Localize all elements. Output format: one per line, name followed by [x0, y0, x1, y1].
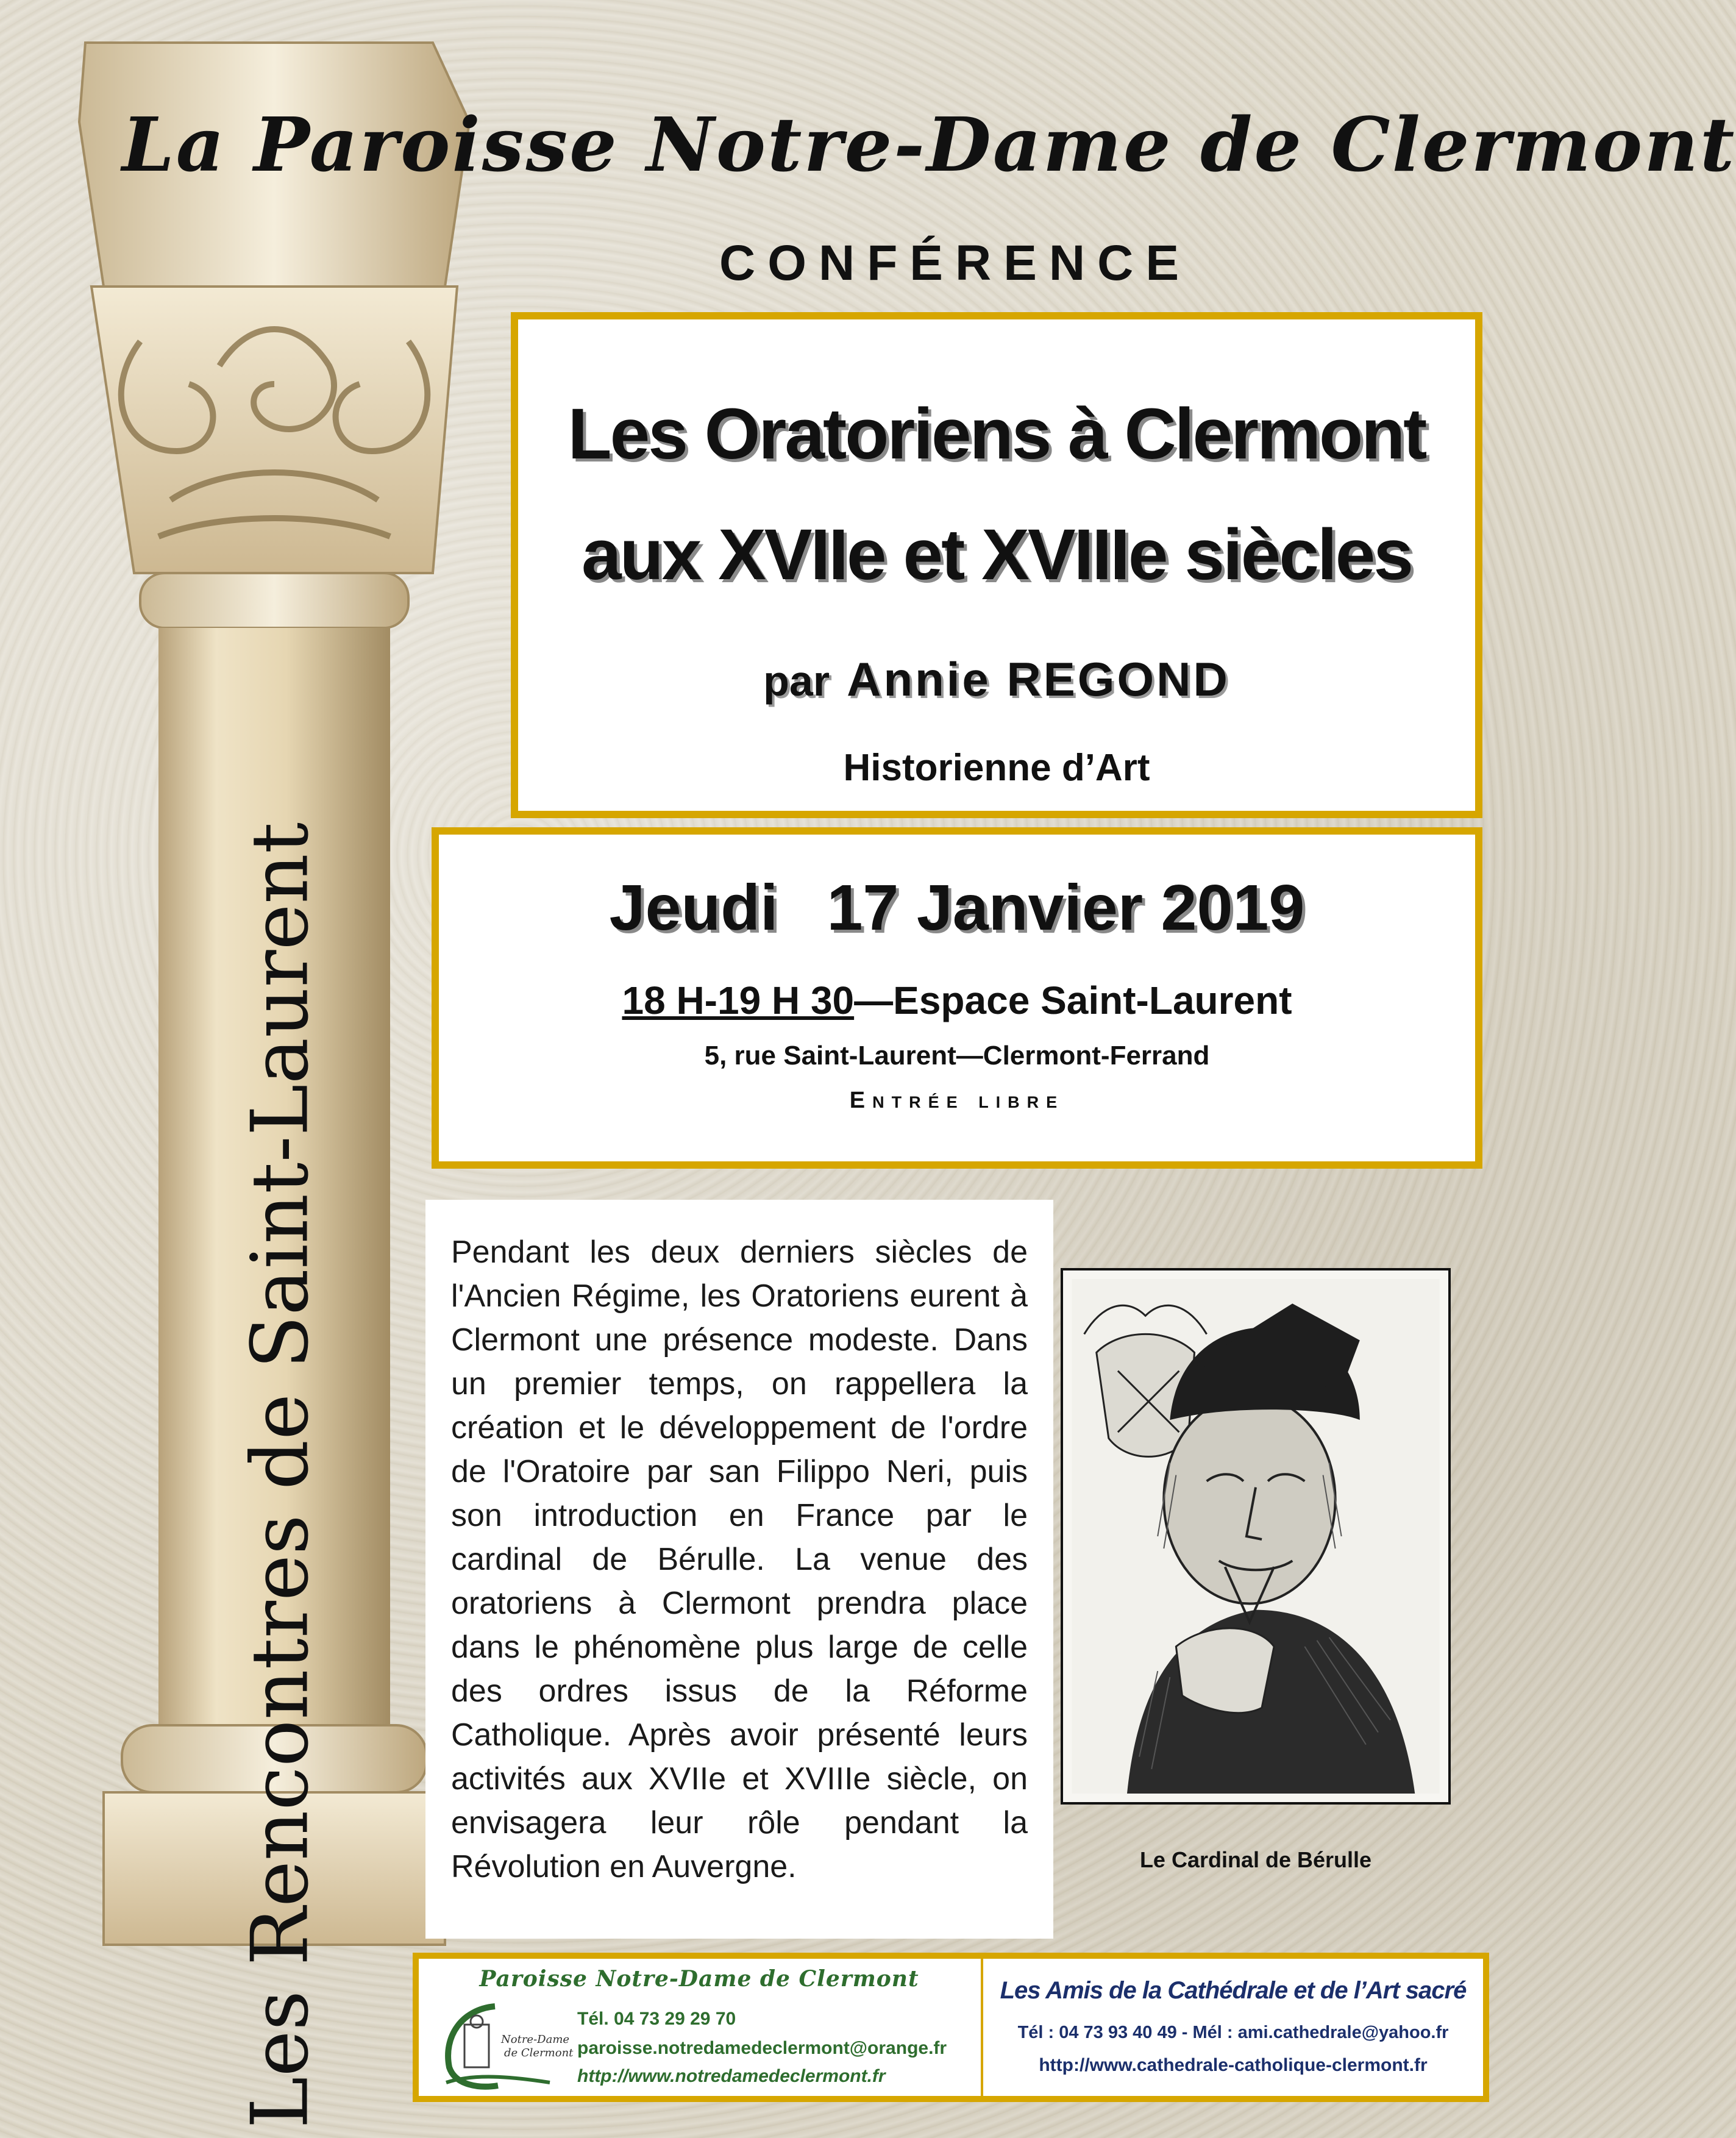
footer-contacts	[413, 1953, 1489, 2102]
parish-contact-block	[419, 1959, 980, 2096]
description-box	[425, 1200, 1053, 1939]
cardinal-portrait-image	[1072, 1279, 1440, 1794]
parish-name: Paroisse Notre-Dame de Clermont	[479, 1966, 919, 1992]
parish-website-link[interactable]: http://www.notredamedeclermont.fr	[577, 2066, 886, 2086]
speaker-role: Historienne d’Art	[843, 747, 1150, 789]
time-venue-line	[439, 978, 1475, 1023]
event-venue: —Espace Saint-Laurent	[854, 978, 1292, 1022]
event-address: 5, rue Saint-Laurent—Clermont-Ferrand	[704, 1041, 1210, 1071]
parish-logo	[437, 2000, 574, 2092]
date-line	[439, 871, 1475, 945]
event-day: Jeudi	[609, 872, 778, 944]
parish-email-link[interactable]: paroisse.notredamedeclermont@orange.fr	[577, 2038, 947, 2058]
series-title: Les Rencontres de Saint-Laurent	[235, 822, 326, 2129]
title-box	[511, 312, 1482, 818]
portrait-frame	[1061, 1268, 1451, 1805]
event-time: 18 H-19 H 30	[622, 978, 855, 1022]
speaker-prefix: par	[763, 657, 830, 705]
conference-title-line-1: Les Oratoriens à Clermont	[567, 394, 1426, 474]
friends-website-link[interactable]: http://www.cathedrale-catholique-clermont.fr	[1039, 2055, 1428, 2075]
entry-note: Entrée libre	[849, 1088, 1065, 1113]
parish-phone: Tél. 04 73 29 29 70	[577, 2009, 736, 2029]
conference-label: CONFÉRENCE	[719, 235, 1192, 291]
svg-text:de Clermont: de Clermont	[504, 2047, 574, 2059]
friends-phone-email[interactable]: Tél : 04 73 93 40 49 - Mél : ami.cathedrale@yahoo.fr	[1017, 2023, 1449, 2042]
friends-contact-block	[983, 1959, 1483, 2096]
conference-title-line-2: aux XVIIe et XVIIIe siècles	[581, 515, 1412, 595]
description-text: Pendant les deux derniers siècles de l'Ancien Régime, les Oratoriens eurent à Clermont une présence modeste. Dans un premier temps, on rappellera la création et le développement de l'ordre de l'Oratoire par san Filippo Neri, puis son introduction en France par le cardinal de Bérulle. La venue des oratoriens à Clermont prendra place dans le phénomène plus large de celle des ordres issus de la Réforme Catholique. Après avoir présenté leurs activités aux XVIIe et XVIIIe siècle, on envisagera leur rôle pendant la Révolution en Auvergne.	[451, 1235, 1028, 1884]
speaker-line	[518, 652, 1475, 707]
friends-association-name: Les Amis de la Cathédrale et de l’Art sacré	[1000, 1977, 1467, 2004]
portrait-caption: Le Cardinal de Bérulle	[1139, 1847, 1372, 1872]
svg-text:Notre-Dame: Notre-Dame	[501, 2033, 570, 2046]
parish-title: La Paroisse Notre-Dame de Clermont	[122, 101, 1736, 188]
date-box	[432, 827, 1482, 1169]
event-date: 17 Janvier 2019	[827, 872, 1305, 944]
speaker-name: Annie REGOND	[847, 652, 1230, 706]
